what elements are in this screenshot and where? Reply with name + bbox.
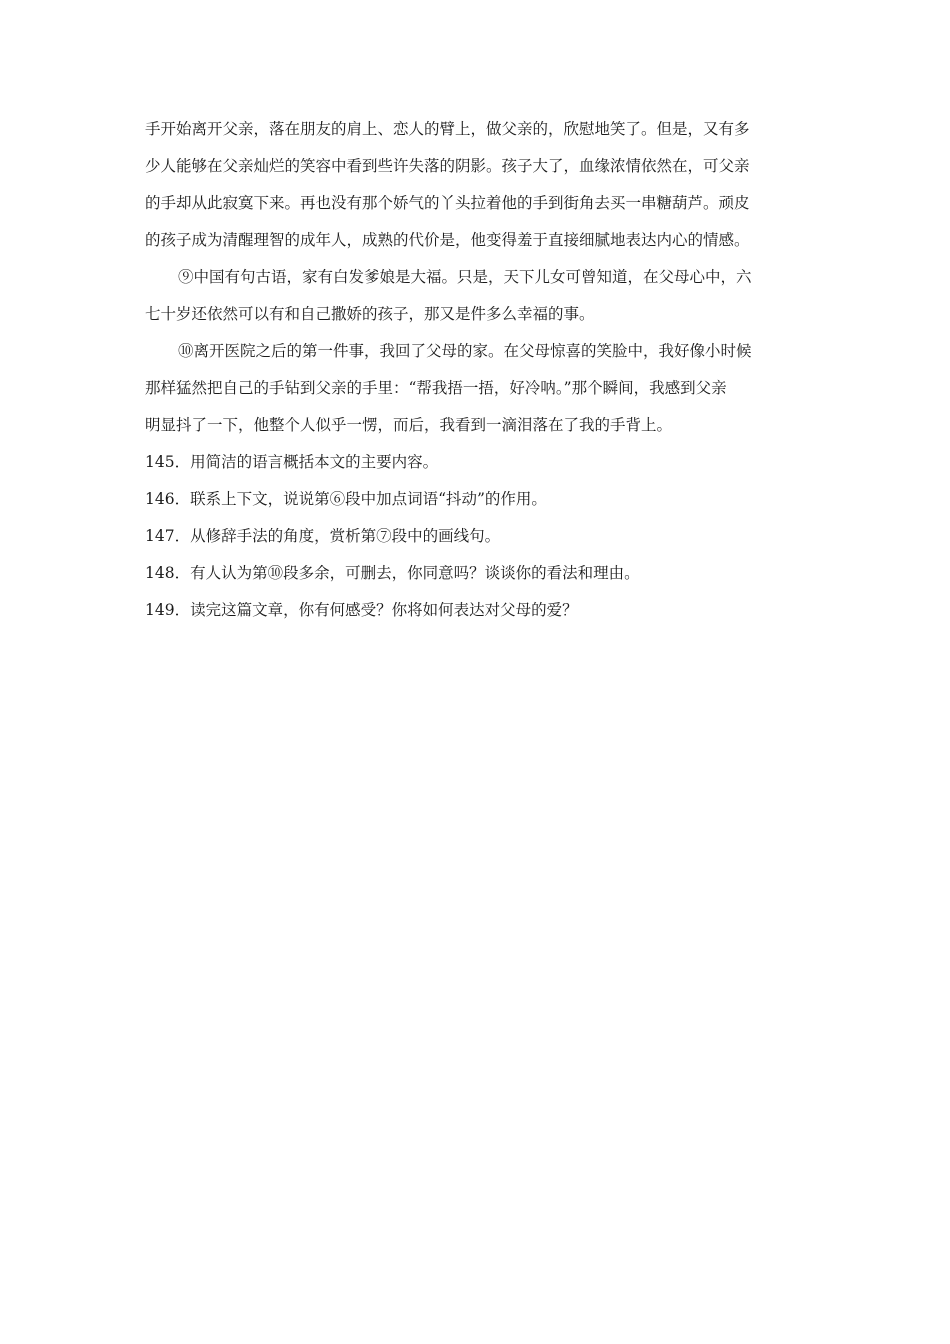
passage-line: 少人能够在父亲灿烂的笑容中看到些许失落的阴影。孩子大了，血缘浓情依然在，可父亲 xyxy=(145,157,750,175)
passage-line: 那样猛然把自己的手钻到父亲的手里：“帮我捂一捂，好冷呐。”那个瞬间，我感到父亲 xyxy=(145,379,727,397)
question-149: 149．读完这篇文章，你有何感受？你将如何表达对父母的爱？ xyxy=(145,601,578,619)
document-body xyxy=(145,120,805,638)
reading-passage xyxy=(145,120,805,453)
passage-line: 的手却从此寂寞下来。再也没有那个娇气的丫头拉着他的手到街角去买一串糖葫芦。顽皮 xyxy=(145,194,750,212)
paragraph-9-start: ⑨中国有句古语，家有白发爹娘是大福。只是，天下儿女可曾知道，在父母心中，六 xyxy=(178,268,752,286)
question-147: 147．从修辞手法的角度，赏析第⑦段中的画线句。 xyxy=(145,527,501,545)
paragraph-10-start: ⑩离开医院之后的第一件事，我回了父母的家。在父母惊喜的笑脸中，我好像小时候 xyxy=(178,342,752,360)
passage-line: 手开始离开父亲，落在朋友的肩上、恋人的臂上，做父亲的，欣慰地笑了。但是，又有多 xyxy=(145,120,750,138)
question-list xyxy=(145,453,805,638)
passage-line: 的孩子成为清醒理智的成年人，成熟的代价是，他变得羞于直接细腻地表达内心的情感。 xyxy=(145,231,750,249)
question-146: 146．联系上下文，说说第⑥段中加点词语“抖动”的作用。 xyxy=(145,490,547,508)
passage-line: 七十岁还依然可以有和自己撒娇的孩子，那又是件多么幸福的事。 xyxy=(145,305,595,323)
question-145: 145．用简洁的语言概括本文的主要内容。 xyxy=(145,453,439,471)
question-148: 148．有人认为第⑩段多余，可删去，你同意吗？谈谈你的看法和理由。 xyxy=(145,564,640,582)
passage-line: 明显抖了一下，他整个人似乎一愣，而后，我看到一滴泪落在了我的手背上。 xyxy=(145,416,673,434)
